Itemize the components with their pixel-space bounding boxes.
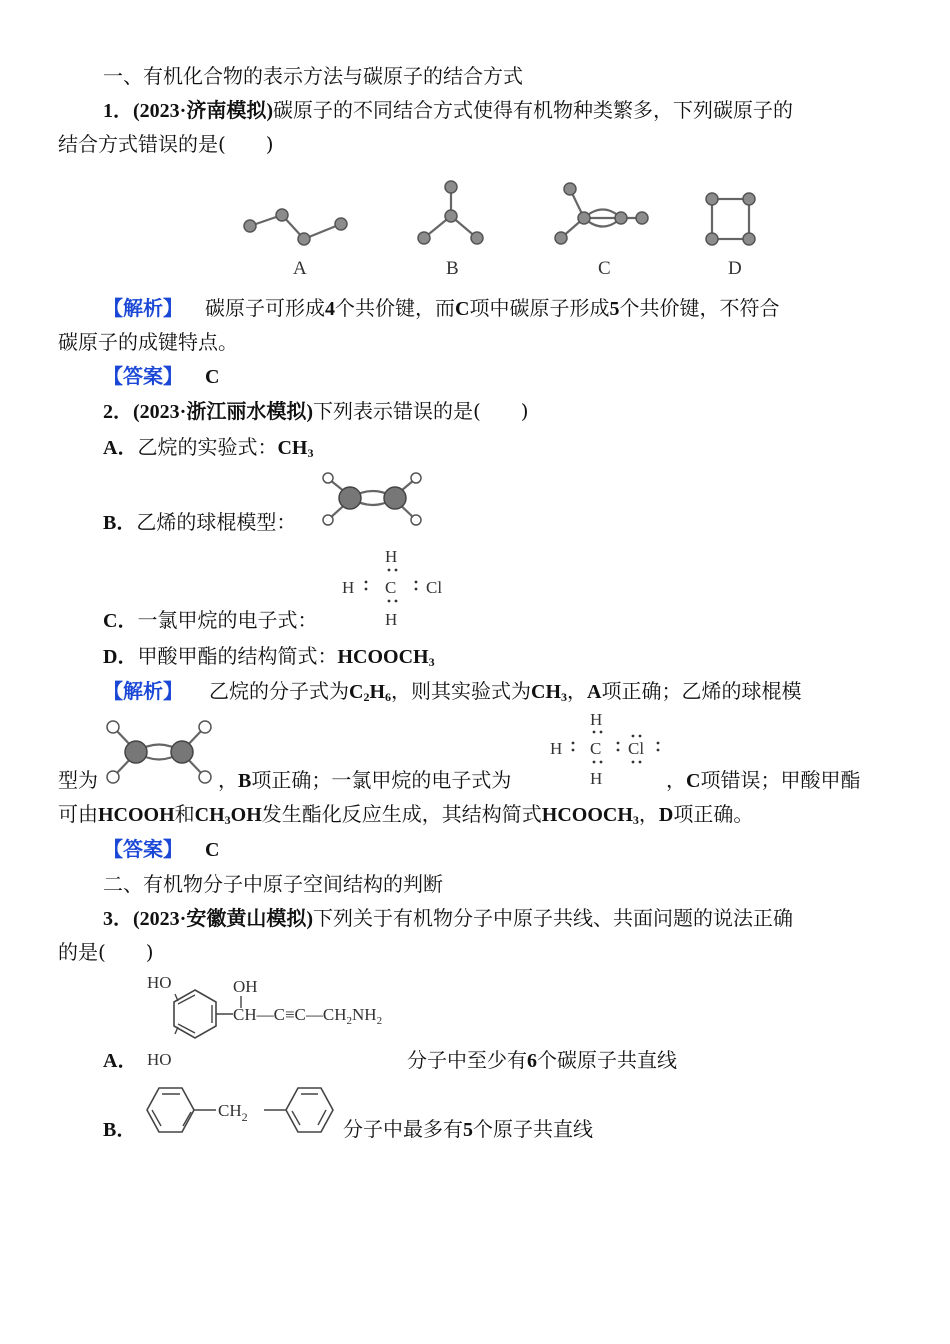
question-2-analysis-line-2b (218, 765, 511, 796)
option-a (103, 432, 313, 463)
analysis-option: C (686, 770, 701, 792)
ethylene-ball-stick-model-analysis (103, 721, 215, 783)
label-b: B (446, 258, 459, 279)
question-1-line-2: 结合方式错误的是( ) (58, 132, 274, 156)
q3-option-a-label (103, 1045, 137, 1076)
analysis-text: 乙烷的分子式为 (209, 679, 349, 703)
analysis-text: ， (218, 768, 238, 792)
formula-sub: 3 (561, 690, 568, 704)
analysis-text: 碳原子可形成 (205, 296, 325, 320)
option-label: A． (103, 1050, 138, 1072)
analysis-number: 5 (609, 298, 620, 320)
option-c (103, 605, 317, 636)
carbon-structures-figure (230, 175, 770, 285)
question-2-analysis-line-2 (58, 765, 98, 795)
section-1-title: 一、有机化合物的表示方法与碳原子的结合方式 (103, 64, 523, 88)
atom-cl: Cl (426, 578, 443, 597)
group-oh: OH (233, 977, 258, 996)
analysis-text: 项正确。 (673, 802, 754, 826)
option-label: A． (103, 437, 138, 459)
option-number: 6 (527, 1050, 537, 1072)
analysis-text: 项正确；乙烯的球棍模 (601, 679, 802, 703)
option-label: C． (103, 610, 138, 632)
chain-text: $CH—C\equiv C—CH_2NH_2$ (233, 1005, 383, 1027)
analysis-text: 和 (174, 802, 195, 826)
question-2-number: 2． (103, 401, 133, 423)
answer-tag: 【答案】 (103, 364, 183, 388)
formula: HCOOH (98, 804, 175, 826)
atom-cl: Cl (628, 739, 645, 758)
answer-tag: 【答案】 (103, 837, 183, 861)
ethylene-ball-stick-model (318, 472, 428, 528)
atom-c: C (590, 739, 602, 758)
formula-sub: 3 (428, 655, 435, 669)
group-ho: HO (147, 973, 172, 992)
analysis-tag: 【解析】 (103, 296, 183, 320)
analysis-text: ，则其实验式为 (391, 679, 532, 703)
option-text: 乙烷的实验式： (137, 435, 278, 459)
question-2-text: 下列表示错误的是( ) (313, 399, 529, 423)
question-3-source: (2023·安徽黄山模拟) (133, 908, 313, 930)
formula: H (369, 681, 386, 703)
option-text: 分子中至少有 (407, 1048, 527, 1072)
analysis-text: 可由 (58, 802, 98, 826)
analysis-text: 个共价键，而 (335, 296, 455, 320)
atom-h: H (342, 578, 355, 597)
q3-option-a-text (407, 1045, 677, 1076)
question-1-analysis-line-2: 碳原子的成键特点。 (58, 330, 238, 354)
structure-b (418, 181, 483, 279)
formula-sub: 2 (363, 690, 370, 704)
atom-h: H (385, 547, 398, 566)
formula: CH (277, 437, 308, 459)
q3-option-b-label (103, 1114, 136, 1145)
ch2-text: $CH_2$ (218, 1101, 248, 1124)
option-text: 甲酸甲酯的结构简式： (137, 644, 338, 668)
question-1-text: 碳原子的不同结合方式使得有机物种类繁多，下列碳原子的 (273, 98, 793, 122)
option-label: B． (103, 1119, 137, 1141)
formula: OH (230, 804, 262, 826)
analysis-text: 项错误；甲酸甲酯 (700, 768, 861, 792)
analysis-option: B (238, 770, 252, 792)
question-1-source: (2023·济南模拟) (133, 100, 273, 122)
formula: CH (531, 681, 562, 703)
section-2-title: 二、有机物分子中原子空间结构的判断 (103, 872, 443, 896)
atom-h: H (590, 710, 603, 729)
question-2-answer (103, 834, 219, 865)
atom-h: H (385, 610, 398, 629)
atom-h: H (550, 739, 563, 758)
atom-c: C (385, 578, 397, 597)
question-2-stem (103, 396, 529, 427)
analysis-tag: 【解析】 (103, 679, 183, 703)
formula: HCOOCH (337, 646, 429, 668)
analysis-text: 项正确；一氯甲烷的电子式为 (251, 768, 512, 792)
answer-value: C (205, 839, 220, 861)
question-3-number: 3． (103, 908, 133, 930)
analysis-text: ， (638, 802, 659, 826)
atom-h: H (590, 769, 603, 788)
question-3-text: 下列关于有机物分子中原子共线、共面问题的说法正确 (313, 906, 793, 930)
analysis-option: C (455, 298, 470, 320)
analysis-option: D (658, 804, 674, 826)
option-text: 乙烯的球棍模型： (136, 510, 297, 534)
formula-sub: 3 (632, 813, 639, 827)
label-c: C (598, 258, 611, 279)
formula: C (349, 681, 364, 703)
analysis-text: 个共价键，不符合 (619, 296, 780, 320)
analysis-text: 项中碳原子形成 (469, 296, 610, 320)
option-d (103, 641, 435, 672)
analysis-text: ， (567, 679, 588, 703)
question-1-answer (103, 361, 219, 392)
option-text: 个碳原子共直线 (537, 1048, 677, 1072)
formula-sub: 3 (224, 813, 231, 827)
analysis-text: 发生酯化反应生成，其结构简式 (261, 802, 542, 826)
question-1-number: 1． (103, 100, 133, 122)
label-a: A (293, 258, 307, 279)
answer-value: C (205, 366, 220, 388)
question-2-source: (2023·浙江丽水模拟) (133, 401, 313, 423)
option-number: 5 (463, 1119, 473, 1141)
question-3-line-2: 的是( ) (58, 940, 154, 964)
structure-a (244, 209, 347, 279)
analysis-number: 4 (325, 298, 335, 320)
option-text: 个原子共直线 (473, 1117, 593, 1141)
option-text: 一氯甲烷的电子式： (137, 608, 318, 632)
option-label: B． (103, 512, 137, 534)
structure-option-b (140, 1083, 345, 1143)
question-2-analysis-line-3 (58, 799, 753, 830)
label-d: D (728, 258, 742, 279)
question-1-line-1 (103, 95, 793, 126)
chloromethane-electron-formula (340, 543, 460, 633)
q3-option-b-text (343, 1114, 593, 1145)
question-1-analysis-line-1 (103, 293, 779, 324)
formula: CH (194, 804, 225, 826)
analysis-text: ， (666, 768, 686, 792)
analysis-option: A (587, 681, 602, 703)
formula: HCOOCH (541, 804, 633, 826)
option-text: 分子中最多有 (343, 1117, 463, 1141)
question-2-analysis-line-1 (103, 676, 801, 707)
structure-c (555, 183, 648, 279)
formula-sub: 6 (385, 690, 392, 704)
group-ho: HO (147, 1050, 172, 1069)
formula-sub: 3 (307, 446, 314, 460)
analysis-text: 型为 (58, 768, 98, 792)
structure-option-a (145, 970, 415, 1070)
structure-d (706, 193, 755, 279)
chloromethane-electron-formula-analysis (548, 706, 678, 792)
option-b (103, 507, 296, 538)
option-label: D． (103, 646, 138, 668)
question-2-analysis-line-2c (666, 765, 860, 796)
question-3-line-1 (103, 903, 793, 934)
